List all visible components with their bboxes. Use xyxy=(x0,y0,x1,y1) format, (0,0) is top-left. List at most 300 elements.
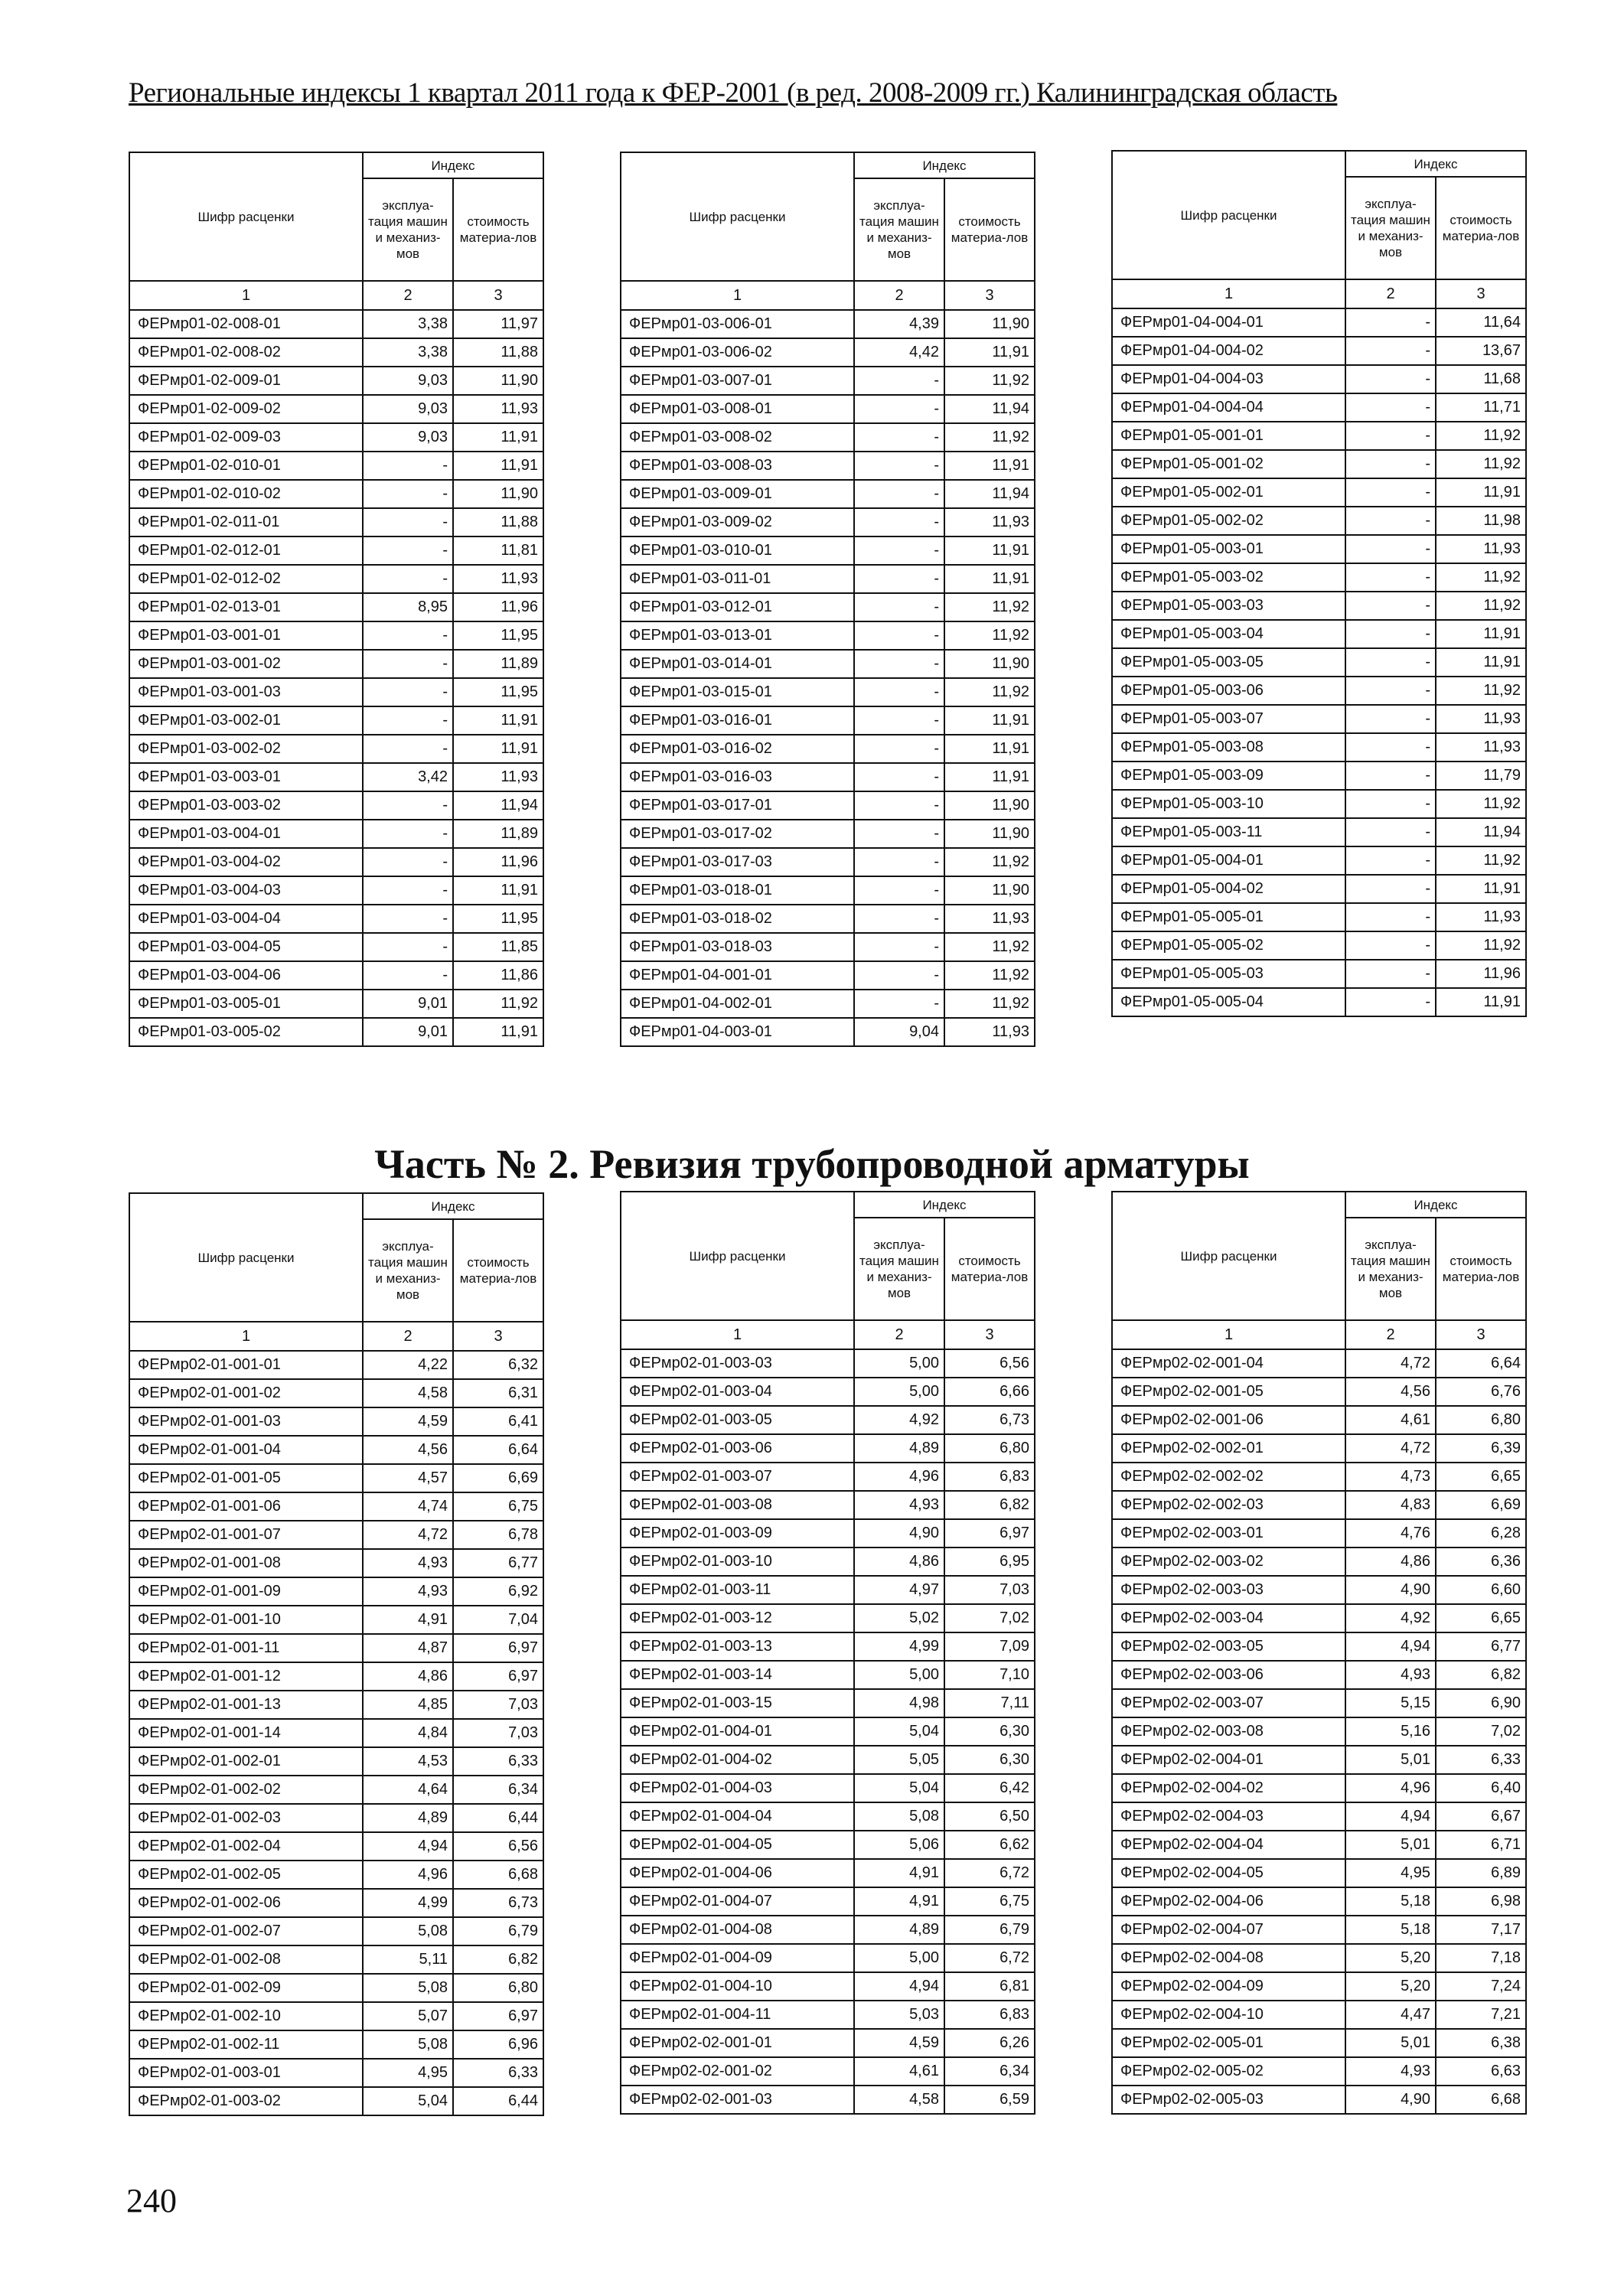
materials-index: 6,62 xyxy=(944,1831,1035,1859)
rate-code: ФЕРмр01-03-004-04 xyxy=(129,905,363,933)
rate-code: ФЕРмр01-02-011-01 xyxy=(129,508,363,536)
materials-index: 6,82 xyxy=(453,1945,543,1974)
machines-index: 5,03 xyxy=(854,2001,944,2029)
table-row xyxy=(1112,1717,1526,1746)
table-row xyxy=(129,508,543,536)
table-row xyxy=(621,1463,1035,1491)
rate-code: ФЕРмр02-02-005-02 xyxy=(1112,2057,1345,2086)
header-col-num-2: 2 xyxy=(363,281,453,310)
part2-table-2 xyxy=(620,1191,1035,2115)
rate-code: ФЕРмр02-02-004-06 xyxy=(1112,1887,1345,1916)
materials-index: 11,91 xyxy=(453,706,543,735)
table-row xyxy=(129,1889,543,1917)
machines-index: - xyxy=(1345,677,1436,705)
materials-index: 11,91 xyxy=(944,338,1035,367)
table-row xyxy=(129,1464,543,1492)
table-row xyxy=(129,1662,543,1691)
materials-index: 11,89 xyxy=(453,820,543,848)
machines-index: 4,42 xyxy=(854,338,944,367)
table-row xyxy=(129,310,543,338)
machines-index: 4,59 xyxy=(854,2029,944,2057)
header-code: Шифр расценки xyxy=(129,152,363,281)
machines-index: 4,93 xyxy=(363,1577,453,1606)
table-row xyxy=(621,452,1035,480)
machines-index: 4,76 xyxy=(1345,1519,1436,1548)
rate-code: ФЕРмр02-02-004-05 xyxy=(1112,1859,1345,1887)
header-code: Шифр расценки xyxy=(129,1193,363,1322)
rate-code: ФЕРмр01-03-006-02 xyxy=(621,338,854,367)
table-row xyxy=(1112,1831,1526,1859)
materials-index: 11,92 xyxy=(944,678,1035,706)
materials-index: 6,34 xyxy=(453,1776,543,1804)
rate-code: ФЕРмр01-03-006-01 xyxy=(621,310,854,338)
table-row xyxy=(621,876,1035,905)
table-row xyxy=(1112,1434,1526,1463)
machines-index: 5,00 xyxy=(854,1378,944,1406)
rate-code: ФЕРмр02-02-004-03 xyxy=(1112,1802,1345,1831)
rate-code: ФЕРмр01-03-001-01 xyxy=(129,621,363,650)
rate-code: ФЕРмр01-05-002-01 xyxy=(1112,478,1345,507)
materials-index: 6,26 xyxy=(944,2029,1035,2057)
machines-index: 4,99 xyxy=(854,1632,944,1661)
rate-code: ФЕРмр01-02-010-02 xyxy=(129,480,363,508)
rate-code: ФЕРмр01-03-004-02 xyxy=(129,848,363,876)
table-row xyxy=(1112,620,1526,648)
materials-index: 6,33 xyxy=(453,1747,543,1776)
materials-index: 6,42 xyxy=(944,1774,1035,1802)
machines-index: - xyxy=(1345,875,1436,903)
machines-index: - xyxy=(1345,393,1436,422)
materials-index: 11,91 xyxy=(944,735,1035,763)
materials-index: 13,67 xyxy=(1436,337,1526,365)
rate-code: ФЕРмр02-01-003-07 xyxy=(621,1463,854,1491)
materials-index: 11,91 xyxy=(944,565,1035,593)
table-row xyxy=(129,876,543,905)
table-row xyxy=(1112,931,1526,960)
rate-code: ФЕРмр01-02-012-02 xyxy=(129,565,363,593)
machines-index: 5,00 xyxy=(854,1349,944,1378)
materials-index: 6,82 xyxy=(1436,1661,1526,1689)
materials-index: 11,92 xyxy=(1436,563,1526,592)
table-row xyxy=(621,1972,1035,2001)
materials-index: 11,97 xyxy=(453,310,543,338)
machines-index: - xyxy=(854,395,944,423)
machines-index: 4,57 xyxy=(363,1464,453,1492)
rate-code: ФЕРмр01-02-008-01 xyxy=(129,310,363,338)
machines-index: 4,72 xyxy=(1345,1434,1436,1463)
machines-index: 4,91 xyxy=(854,1887,944,1916)
rate-code: ФЕРмр02-01-002-06 xyxy=(129,1889,363,1917)
machines-index: 4,64 xyxy=(363,1776,453,1804)
rate-code: ФЕРмр01-05-001-01 xyxy=(1112,422,1345,450)
materials-index: 11,90 xyxy=(453,367,543,395)
machines-index: 4,61 xyxy=(854,2057,944,2086)
table-row xyxy=(621,508,1035,536)
materials-index: 11,88 xyxy=(453,338,543,367)
machines-index: - xyxy=(1345,308,1436,337)
table-row xyxy=(1112,478,1526,507)
rate-code: ФЕРмр02-02-003-06 xyxy=(1112,1661,1345,1689)
machines-index: 4,96 xyxy=(854,1463,944,1491)
rate-code: ФЕРмр01-04-004-03 xyxy=(1112,365,1345,393)
rate-code: ФЕРмр02-02-001-06 xyxy=(1112,1406,1345,1434)
rate-code: ФЕРмр02-01-003-02 xyxy=(129,2087,363,2115)
rate-code: ФЕРмр01-05-003-06 xyxy=(1112,677,1345,705)
machines-index: 4,94 xyxy=(1345,1632,1436,1661)
table-row xyxy=(129,1917,543,1945)
header-machines: эксплуа-тация машин и механиз-мов xyxy=(363,1219,453,1322)
machines-index: - xyxy=(854,367,944,395)
machines-index: 4,59 xyxy=(363,1407,453,1436)
machines-index: 4,94 xyxy=(854,1972,944,2001)
machines-index: 4,87 xyxy=(363,1634,453,1662)
rate-code: ФЕРмр02-02-002-02 xyxy=(1112,1463,1345,1491)
machines-index: 9,04 xyxy=(854,1018,944,1046)
materials-index: 11,86 xyxy=(453,961,543,990)
rate-code: ФЕРмр01-03-004-06 xyxy=(129,961,363,990)
machines-index: 5,08 xyxy=(363,1974,453,2002)
materials-index: 6,95 xyxy=(944,1548,1035,1576)
materials-index: 6,78 xyxy=(453,1521,543,1549)
materials-index: 11,91 xyxy=(1436,988,1526,1016)
table-row xyxy=(621,848,1035,876)
machines-index: 5,04 xyxy=(854,1774,944,1802)
materials-index: 7,21 xyxy=(1436,2001,1526,2029)
rate-code: ФЕРмр02-01-002-09 xyxy=(129,1974,363,2002)
materials-index: 11,79 xyxy=(1436,762,1526,790)
machines-index: 4,94 xyxy=(363,1832,453,1861)
rate-code: ФЕРмр01-03-004-03 xyxy=(129,876,363,905)
header-code: Шифр расценки xyxy=(1112,151,1345,279)
machines-index: - xyxy=(363,508,453,536)
rate-code: ФЕРмр01-03-012-01 xyxy=(621,593,854,621)
machines-index: - xyxy=(1345,507,1436,535)
table-row xyxy=(129,1351,543,1379)
table-row xyxy=(621,1548,1035,1576)
table-row xyxy=(621,423,1035,452)
materials-index: 11,92 xyxy=(944,848,1035,876)
rate-code: ФЕРмр02-02-003-03 xyxy=(1112,1576,1345,1604)
machines-index: 9,03 xyxy=(363,367,453,395)
materials-index: 11,91 xyxy=(453,876,543,905)
table-row xyxy=(129,763,543,791)
materials-index: 6,30 xyxy=(944,1746,1035,1774)
rate-code: ФЕРмр01-04-004-01 xyxy=(1112,308,1345,337)
rate-code: ФЕРмр01-05-003-05 xyxy=(1112,648,1345,677)
materials-index: 11,90 xyxy=(453,480,543,508)
table-row xyxy=(1112,365,1526,393)
rate-code: ФЕРмр02-02-004-10 xyxy=(1112,2001,1345,2029)
table-row xyxy=(1112,1378,1526,1406)
table-row xyxy=(129,480,543,508)
materials-index: 11,91 xyxy=(1436,620,1526,648)
machines-index: 4,95 xyxy=(363,2059,453,2087)
table-row xyxy=(1112,1944,1526,1972)
table-row xyxy=(129,990,543,1018)
rate-code: ФЕРмр02-02-004-01 xyxy=(1112,1746,1345,1774)
rate-code: ФЕРмр02-01-003-06 xyxy=(621,1434,854,1463)
materials-index: 11,96 xyxy=(453,593,543,621)
rate-code: ФЕРмр01-03-017-01 xyxy=(621,791,854,820)
table-row xyxy=(129,735,543,763)
table-row xyxy=(1112,1916,1526,1944)
machines-index: 5,18 xyxy=(1345,1916,1436,1944)
machines-index: 4,56 xyxy=(363,1436,453,1464)
materials-index: 6,80 xyxy=(944,1434,1035,1463)
rate-code: ФЕРмр02-01-001-02 xyxy=(129,1379,363,1407)
materials-index: 6,81 xyxy=(944,1972,1035,2001)
rate-code: ФЕРмр02-01-001-13 xyxy=(129,1691,363,1719)
machines-index: 4,85 xyxy=(363,1691,453,1719)
materials-index: 11,93 xyxy=(944,508,1035,536)
materials-index: 11,93 xyxy=(944,1018,1035,1046)
table-row xyxy=(1112,1632,1526,1661)
materials-index: 11,92 xyxy=(944,990,1035,1018)
part1-table-3 xyxy=(1111,150,1527,1017)
table-row xyxy=(1112,790,1526,818)
materials-index: 6,77 xyxy=(453,1549,543,1577)
machines-index: 5,00 xyxy=(854,1661,944,1689)
rate-code: ФЕРмр01-03-002-01 xyxy=(129,706,363,735)
table-row xyxy=(1112,1576,1526,1604)
materials-index: 6,65 xyxy=(1436,1463,1526,1491)
rate-code: ФЕРмр01-05-003-01 xyxy=(1112,535,1345,563)
header-col-num-3: 3 xyxy=(453,281,543,310)
table-row xyxy=(621,1831,1035,1859)
machines-index: - xyxy=(854,423,944,452)
rate-code: ФЕРмр02-02-003-07 xyxy=(1112,1689,1345,1717)
rate-code: ФЕРмр02-02-003-01 xyxy=(1112,1519,1345,1548)
table-row xyxy=(1112,1887,1526,1916)
materials-index: 11,92 xyxy=(1436,846,1526,875)
table-row xyxy=(621,593,1035,621)
machines-index: - xyxy=(363,848,453,876)
table-row xyxy=(621,2001,1035,2029)
machines-index: - xyxy=(854,876,944,905)
table-row xyxy=(129,820,543,848)
rate-code: ФЕРмр01-04-004-02 xyxy=(1112,337,1345,365)
rate-code: ФЕРмр01-03-004-01 xyxy=(129,820,363,848)
header-col-num-1: 1 xyxy=(1112,279,1345,308)
machines-index: - xyxy=(1345,648,1436,677)
table-row xyxy=(1112,1604,1526,1632)
materials-index: 11,91 xyxy=(453,452,543,480)
machines-index: 4,95 xyxy=(1345,1859,1436,1887)
rate-code: ФЕРмр02-01-001-10 xyxy=(129,1606,363,1634)
page-number: 240 xyxy=(126,2182,177,2219)
materials-index: 7,11 xyxy=(944,1689,1035,1717)
rate-code: ФЕРмр01-03-004-05 xyxy=(129,933,363,961)
rate-code: ФЕРмр02-02-001-02 xyxy=(621,2057,854,2086)
table-row xyxy=(129,423,543,452)
rate-code: ФЕРмр02-01-001-03 xyxy=(129,1407,363,1436)
table-row xyxy=(1112,535,1526,563)
table-row xyxy=(129,1436,543,1464)
materials-index: 6,32 xyxy=(453,1351,543,1379)
rate-code: ФЕРмр02-01-002-10 xyxy=(129,2002,363,2030)
rate-code: ФЕРмр02-01-001-08 xyxy=(129,1549,363,1577)
header-col-num-2: 2 xyxy=(854,281,944,310)
rate-code: ФЕРмр01-05-005-03 xyxy=(1112,960,1345,988)
materials-index: 6,71 xyxy=(1436,1831,1526,1859)
rate-code: ФЕРмр01-03-016-03 xyxy=(621,763,854,791)
machines-index: 4,58 xyxy=(854,2086,944,2114)
part2-table-1 xyxy=(129,1192,544,2116)
header-col-num-1: 1 xyxy=(129,281,363,310)
rate-code: ФЕРмр01-03-015-01 xyxy=(621,678,854,706)
table-row xyxy=(129,452,543,480)
materials-index: 11,96 xyxy=(453,848,543,876)
materials-index: 6,65 xyxy=(1436,1604,1526,1632)
rate-code: ФЕРмр02-01-003-10 xyxy=(621,1548,854,1576)
rate-code: ФЕРмр02-01-001-07 xyxy=(129,1521,363,1549)
header-machines: эксплуа-тация машин и механиз-мов xyxy=(854,178,944,281)
rate-code: ФЕРмр01-03-018-02 xyxy=(621,905,854,933)
materials-index: 6,96 xyxy=(453,2030,543,2059)
table-row xyxy=(1112,563,1526,592)
rate-code: ФЕРмр02-01-004-03 xyxy=(621,1774,854,1802)
table-row xyxy=(621,480,1035,508)
table-row xyxy=(621,961,1035,990)
rate-code: ФЕРмр02-02-003-05 xyxy=(1112,1632,1345,1661)
rate-code: ФЕРмр02-02-003-04 xyxy=(1112,1604,1345,1632)
table-row xyxy=(129,1407,543,1436)
machines-index: 4,89 xyxy=(363,1804,453,1832)
machines-index: - xyxy=(363,791,453,820)
rate-code: ФЕРмр01-05-003-02 xyxy=(1112,563,1345,592)
header-code: Шифр расценки xyxy=(621,1192,854,1320)
header-materials: стоимость материа-лов xyxy=(453,178,543,281)
materials-index: 11,92 xyxy=(1436,677,1526,705)
materials-index: 6,82 xyxy=(944,1491,1035,1519)
header-machines: эксплуа-тация машин и механиз-мов xyxy=(1345,177,1436,279)
machines-index: - xyxy=(363,876,453,905)
rate-code: ФЕРмр01-04-004-04 xyxy=(1112,393,1345,422)
machines-index: - xyxy=(854,735,944,763)
table-row xyxy=(129,2002,543,2030)
machines-index: - xyxy=(854,905,944,933)
machines-index: 5,02 xyxy=(854,1604,944,1632)
rate-code: ФЕРмр01-03-008-02 xyxy=(621,423,854,452)
header-col-num-1: 1 xyxy=(129,1322,363,1351)
machines-index: 5,04 xyxy=(854,1717,944,1746)
machines-index: 4,96 xyxy=(363,1861,453,1889)
machines-index: 4,93 xyxy=(1345,1661,1436,1689)
rate-code: ФЕРмр01-02-013-01 xyxy=(129,593,363,621)
machines-index: 5,06 xyxy=(854,1831,944,1859)
materials-index: 6,97 xyxy=(453,1662,543,1691)
table-row xyxy=(129,1018,543,1046)
machines-index: 5,08 xyxy=(363,1917,453,1945)
table-row xyxy=(129,650,543,678)
header-machines: эксплуа-тация машин и механиз-мов xyxy=(854,1218,944,1320)
machines-index: 5,01 xyxy=(1345,1746,1436,1774)
table-row xyxy=(621,763,1035,791)
table-row xyxy=(129,2030,543,2059)
materials-index: 6,50 xyxy=(944,1802,1035,1831)
rate-code: ФЕРмр01-05-004-01 xyxy=(1112,846,1345,875)
header-col-num-2: 2 xyxy=(363,1322,453,1351)
materials-index: 11,91 xyxy=(944,763,1035,791)
materials-index: 6,34 xyxy=(944,2057,1035,2086)
materials-index: 11,92 xyxy=(1436,592,1526,620)
table-row xyxy=(621,1887,1035,1916)
machines-index: - xyxy=(854,933,944,961)
machines-index: - xyxy=(1345,790,1436,818)
part2-table-3 xyxy=(1111,1191,1527,2115)
machines-index: 4,86 xyxy=(854,1548,944,1576)
table-row xyxy=(621,735,1035,763)
materials-index: 6,97 xyxy=(453,2002,543,2030)
header-col-num-1: 1 xyxy=(621,1320,854,1349)
table-row xyxy=(129,338,543,367)
table-row xyxy=(621,706,1035,735)
rate-code: ФЕРмр01-04-002-01 xyxy=(621,990,854,1018)
table-row xyxy=(1112,1548,1526,1576)
header-materials: стоимость материа-лов xyxy=(944,178,1035,281)
rate-code: ФЕРмр01-03-014-01 xyxy=(621,650,854,678)
materials-index: 6,36 xyxy=(1436,1548,1526,1576)
rate-code: ФЕРмр02-01-004-08 xyxy=(621,1916,854,1944)
machines-index: 5,20 xyxy=(1345,1944,1436,1972)
machines-index: 4,91 xyxy=(854,1859,944,1887)
table-row xyxy=(621,2086,1035,2114)
materials-index: 6,38 xyxy=(1436,2029,1526,2057)
table-row xyxy=(1112,988,1526,1016)
rate-code: ФЕРмр02-01-003-11 xyxy=(621,1576,854,1604)
machines-index: - xyxy=(1345,535,1436,563)
machines-index: - xyxy=(1345,733,1436,762)
rate-code: ФЕРмр02-02-004-09 xyxy=(1112,1972,1345,2001)
machines-index: 4,93 xyxy=(1345,2057,1436,2086)
table-row xyxy=(1112,677,1526,705)
materials-index: 11,91 xyxy=(1436,648,1526,677)
materials-index: 11,90 xyxy=(944,820,1035,848)
rate-code: ФЕРмр01-03-009-01 xyxy=(621,480,854,508)
materials-index: 6,89 xyxy=(1436,1859,1526,1887)
table-row xyxy=(1112,507,1526,535)
machines-index: - xyxy=(1345,762,1436,790)
table-row xyxy=(129,1719,543,1747)
part1-table-1 xyxy=(129,152,544,1047)
materials-index: 6,44 xyxy=(453,2087,543,2115)
table-row xyxy=(129,2087,543,2115)
part1-table-2 xyxy=(620,152,1035,1047)
table-row xyxy=(621,1576,1035,1604)
rate-code: ФЕРмр02-01-001-06 xyxy=(129,1492,363,1521)
table-row xyxy=(621,1604,1035,1632)
machines-index: 5,00 xyxy=(854,1944,944,1972)
header-index: Индекс xyxy=(1345,1192,1526,1218)
rate-code: ФЕРмр01-02-008-02 xyxy=(129,338,363,367)
rate-code: ФЕРмр02-02-005-01 xyxy=(1112,2029,1345,2057)
rate-code: ФЕРмр02-01-002-11 xyxy=(129,2030,363,2059)
rate-code: ФЕРмр02-01-004-05 xyxy=(621,1831,854,1859)
materials-index: 7,03 xyxy=(944,1576,1035,1604)
rate-code: ФЕРмр01-02-010-01 xyxy=(129,452,363,480)
materials-index: 6,80 xyxy=(453,1974,543,2002)
table-row xyxy=(129,367,543,395)
materials-index: 6,97 xyxy=(453,1634,543,1662)
materials-index: 11,92 xyxy=(453,990,543,1018)
table-row xyxy=(621,2057,1035,2086)
table-row xyxy=(129,565,543,593)
machines-index: - xyxy=(854,763,944,791)
machines-index: 4,72 xyxy=(363,1521,453,1549)
rate-code: ФЕРмр02-02-001-01 xyxy=(621,2029,854,2057)
machines-index: - xyxy=(1345,337,1436,365)
rate-code: ФЕРмр02-01-004-01 xyxy=(621,1717,854,1746)
